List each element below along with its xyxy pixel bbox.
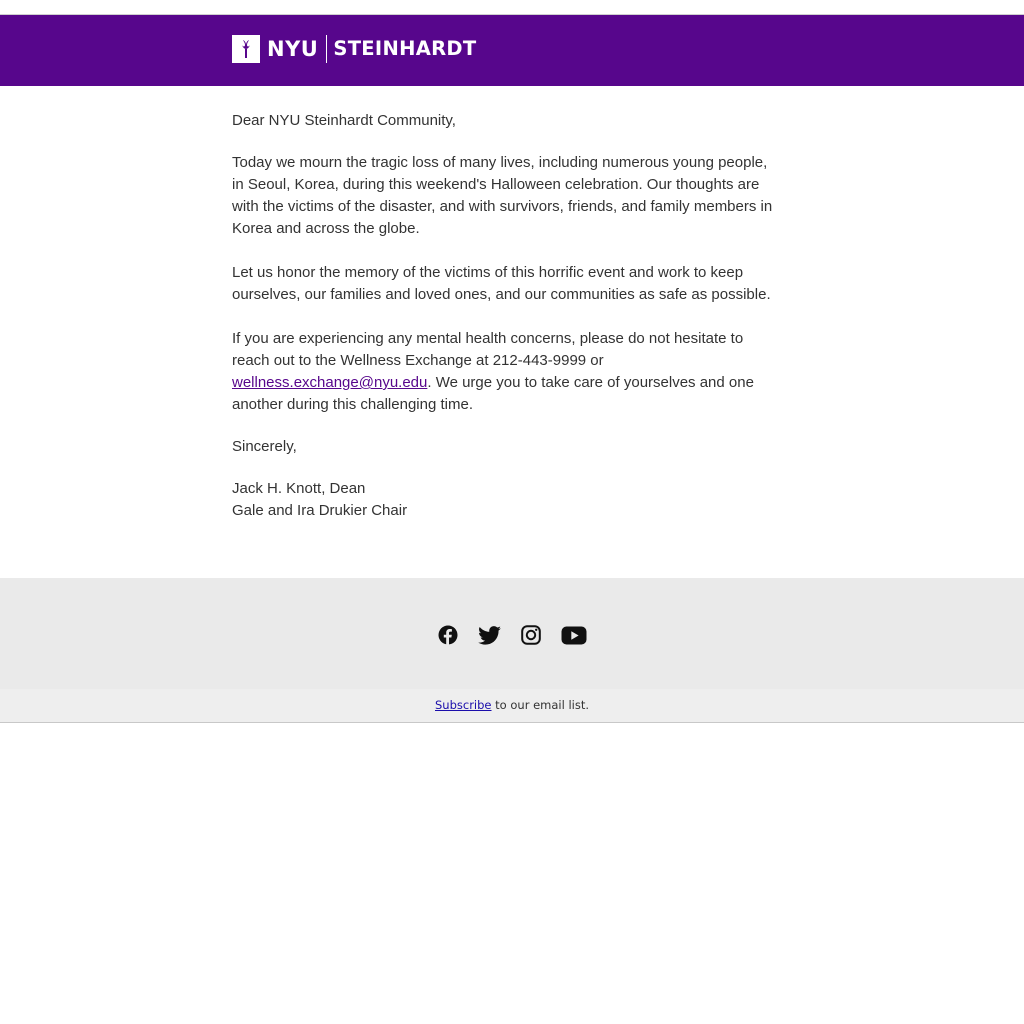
closing: Sincerely, xyxy=(232,438,297,455)
subscribe-link[interactable]: Subscribe xyxy=(435,698,492,712)
instagram-icon[interactable] xyxy=(521,625,541,645)
signature-title: Gale and Ira Drukier Chair xyxy=(232,502,408,519)
social-footer xyxy=(0,578,1024,689)
wellness-email-link[interactable]: wellness.exchange@nyu.edu xyxy=(232,374,428,391)
header-banner xyxy=(0,15,1024,86)
nyu-steinhardt-logo[interactable] xyxy=(232,35,477,63)
paragraph-mourning: Today we mourn the tragic loss of many lives, including numerous young people, in Seoul, Korea, during this weekend's Halloween celebration. Our thoughts are with the victims of the disaster, and with survivors, friends, and family members in Korea and across the globe. xyxy=(232,154,773,237)
wellness-text-after: . We urge you to take care of yourselves and one another during this challenging time. xyxy=(232,374,754,413)
logo-school-text: STEINHARDT xyxy=(333,37,477,60)
greeting: Dear NYU Steinhardt Community, xyxy=(232,112,456,129)
paragraph-honor: Let us honor the memory of the victims of this horrific event and work to keep ourselves, our families and loved ones, and our communities as safe as possible. xyxy=(232,264,771,303)
message-body xyxy=(232,110,777,522)
paragraph-wellness xyxy=(232,328,777,416)
logo-separator xyxy=(326,35,327,63)
torch-icon xyxy=(232,35,260,63)
subscribe-bar xyxy=(0,689,1024,723)
signature-name: Jack H. Knott, Dean xyxy=(232,480,366,497)
logo-nyu-text: NYU xyxy=(267,37,319,61)
facebook-icon[interactable] xyxy=(438,625,458,645)
youtube-icon[interactable] xyxy=(561,626,587,645)
wellness-text-before: If you are experiencing any mental health concerns, please do not hesitate to reach out to the Wellness Exchange at 212-443-9999 or xyxy=(232,330,744,369)
social-icons-row xyxy=(0,625,1024,645)
twitter-icon[interactable] xyxy=(478,626,501,645)
subscribe-text: to our email list. xyxy=(491,698,589,712)
